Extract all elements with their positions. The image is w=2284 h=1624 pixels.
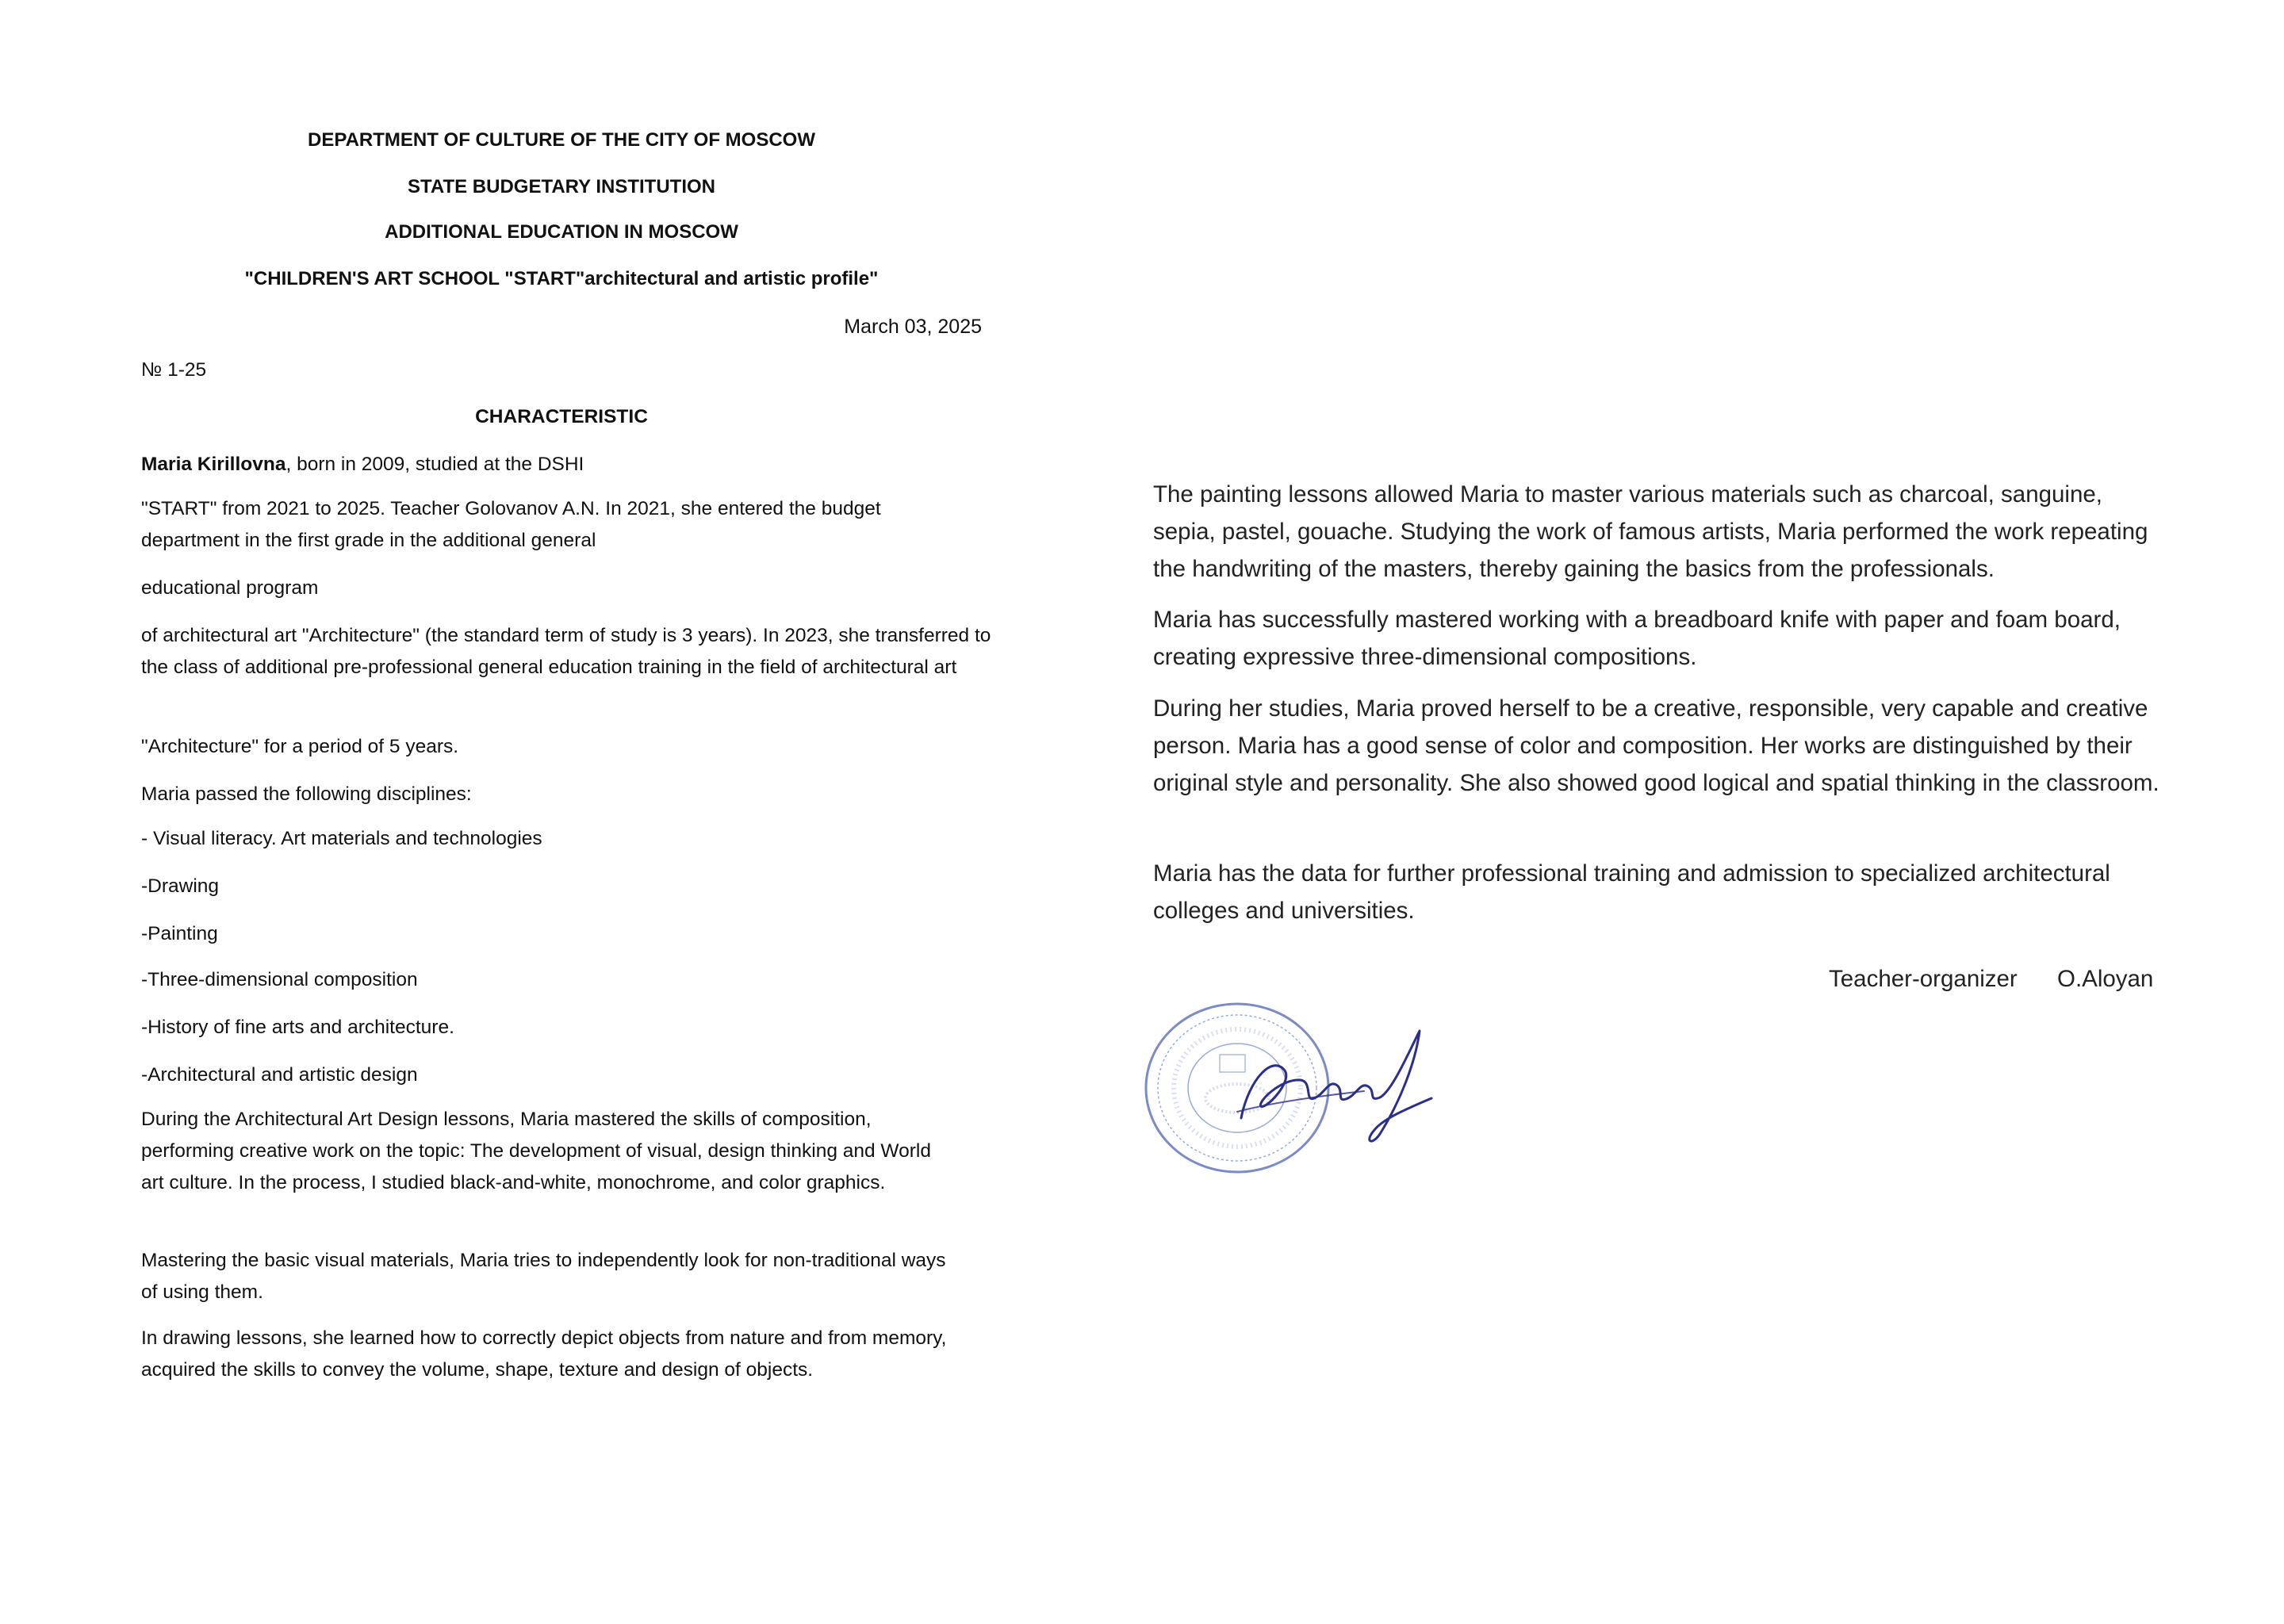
header-school: "CHILDREN'S ART SCHOOL "START"architectural and artistic profile" — [244, 268, 879, 289]
document-date: March 03, 2025 — [844, 316, 982, 338]
paragraph-disciplines-intro: Maria passed the following disciplines: — [141, 783, 472, 805]
signatory-name: O.Aloyan — [2057, 966, 2154, 992]
paragraph-personality: During her studies, Maria proved herself to be a creative, responsible, very capable and creative person. Maria has a good sense of color and composition. Her works are distinguished by their original style and personality. She also showed good logical and spatial thinking in the classroom. — [1153, 695, 2159, 796]
paragraph-drawing-lessons: In drawing lessons, she learned how to correctly depict objects from nature and from memory, acquired the skills to convey the volume, shape, texture and design of objects. — [141, 1327, 947, 1381]
discipline-item: -Painting — [141, 923, 218, 944]
paragraph-conclusion: Maria has the data for further professional training and admission to specialized architectural colleges and universities. — [1153, 860, 2110, 924]
document-title: CHARACTERISTIC — [475, 406, 648, 427]
intro-text: , born in 2009, studied at the DSHI — [286, 454, 584, 475]
paragraph-design-lessons: During the Architectural Art Design lessons, Maria mastered the skills of composition, performing creative work on the topic: The development of visual, design thinking and World art culture. In the process, I studied black-and-white, monochrome, and color graphics. — [141, 1109, 931, 1193]
handwritten-signature-icon — [1225, 1023, 1439, 1150]
discipline-item: -Three-dimensional composition — [141, 969, 418, 990]
paragraph-enrollment: "START" from 2021 to 2025. Teacher Golovanov A.N. In 2021, she entered the budget department in the first grade in the additional general — [141, 498, 881, 551]
paragraph-period: "Architecture" for a period of 5 years. — [141, 736, 459, 757]
intro-paragraph — [141, 449, 982, 481]
paragraph-transfer: of architectural art "Architecture" (the standard term of study is 3 years). In 2023, she transferred to the class of additional pre-professional general education training in the field of architectural art — [141, 625, 991, 678]
discipline-item: -Drawing — [141, 875, 220, 897]
document-number: № 1-25 — [141, 359, 207, 381]
header-education: ADDITIONAL EDUCATION IN MOSCOW — [385, 221, 738, 243]
discipline-item: - Visual literacy. Art materials and technologies — [141, 828, 542, 849]
header-department: DEPARTMENT OF CULTURE OF THE CITY OF MOSCOW — [308, 129, 815, 151]
header-institution: STATE BUDGETARY INSTITUTION — [408, 176, 715, 197]
paragraph-breadboard: Maria has successfully mastered working with a breadboard knife with paper and foam board, creating expressive three-dimensional compositions. — [1153, 607, 2121, 670]
paragraph-painting-lessons: The painting lessons allowed Maria to master various materials such as charcoal, sanguine, sepia, pastel, gouache. Studying the work of famous artists, Maria performed the work repeating the handwriting of the masters, thereby gaining the basics from the professionals. — [1153, 481, 2148, 582]
discipline-item: -History of fine arts and architecture. — [141, 1017, 454, 1038]
paragraph-program: educational program — [141, 577, 319, 599]
student-name: Maria Kirillovna — [141, 454, 286, 475]
signatory-role: Teacher-organizer — [1829, 966, 2018, 992]
paragraph-visual-materials: Mastering the basic visual materials, Maria tries to independently look for non-traditional ways of using them. — [141, 1250, 946, 1303]
discipline-item: -Architectural and artistic design — [141, 1064, 418, 1086]
